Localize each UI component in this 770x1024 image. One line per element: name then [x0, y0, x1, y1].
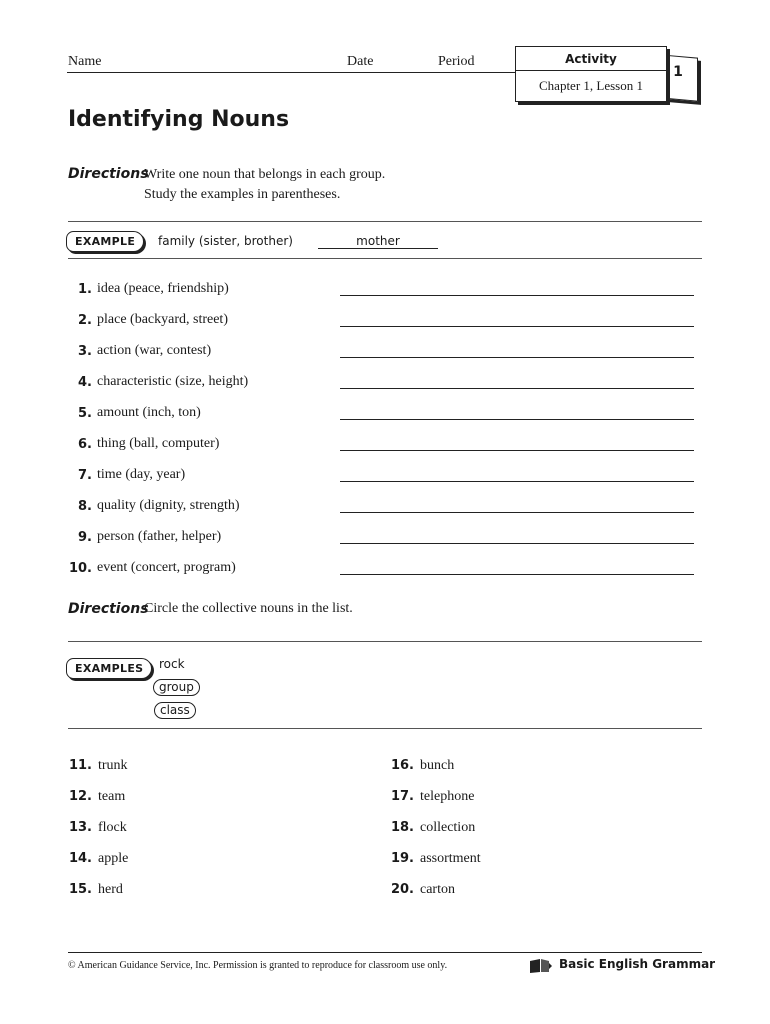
word-text: assortment	[420, 851, 481, 866]
word-text: flock	[98, 820, 127, 835]
question-row	[68, 498, 696, 518]
question-text: idea (peace, friendship)	[97, 281, 229, 296]
directions-label-2: Directions	[68, 601, 149, 617]
answer-blank[interactable]	[340, 388, 694, 389]
examples-badge: EXAMPLES	[66, 658, 152, 679]
question-number: 2.	[78, 313, 92, 328]
word-item[interactable]	[388, 882, 455, 898]
word-item[interactable]	[66, 882, 123, 898]
question-row	[68, 281, 696, 301]
word-text: herd	[98, 882, 123, 897]
word-text: bunch	[420, 758, 455, 773]
word-item[interactable]	[388, 851, 481, 867]
header-rule	[67, 72, 517, 73]
activity-box	[515, 46, 667, 102]
name-label: Name	[68, 54, 102, 69]
activity-box-divider	[516, 70, 666, 71]
question-number: 1.	[78, 282, 92, 297]
page-title: Identifying Nouns	[68, 107, 290, 132]
date-label: Date	[347, 54, 374, 69]
answer-blank[interactable]	[340, 357, 694, 358]
question-text: characteristic (size, height)	[97, 374, 249, 389]
example-prompt: family (sister, brother)	[158, 234, 293, 248]
word-number: 12.	[68, 789, 92, 804]
divider	[68, 258, 702, 259]
question-number: 7.	[78, 468, 92, 483]
divider	[68, 728, 702, 729]
question-number: 6.	[78, 437, 92, 452]
example-answer: mother	[318, 234, 438, 249]
word-text: telephone	[420, 789, 475, 804]
answer-blank[interactable]	[340, 543, 694, 544]
copyright-notice: © American Guidance Service, Inc. Permission is granted to reproduce for classroom use only.	[68, 960, 448, 971]
word-item[interactable]	[388, 758, 454, 774]
word-text: carton	[420, 882, 455, 897]
question-row	[68, 405, 696, 425]
brand-name: Basic English Grammar	[559, 957, 716, 971]
question-number: 8.	[78, 499, 92, 514]
question-row	[68, 467, 696, 487]
book-icon	[529, 958, 553, 974]
question-number: 10.	[68, 561, 92, 576]
question-row	[68, 436, 696, 456]
answer-blank[interactable]	[340, 512, 694, 513]
chapter-lesson: Chapter 1, Lesson 1	[539, 78, 643, 93]
word-item[interactable]	[66, 758, 128, 774]
question-row	[68, 529, 696, 549]
word-number: 16.	[390, 758, 414, 773]
question-number: 9.	[78, 530, 92, 545]
word-number: 14.	[68, 851, 92, 866]
word-number: 15.	[68, 882, 92, 897]
question-number: 5.	[78, 406, 92, 421]
word-text: trunk	[98, 758, 128, 773]
question-text: time (day, year)	[97, 467, 186, 482]
word-item[interactable]	[66, 820, 127, 836]
example-word-rock: rock	[159, 657, 185, 671]
word-number: 11.	[68, 758, 92, 773]
word-number: 17.	[390, 789, 414, 804]
example-badge: EXAMPLE	[66, 231, 144, 252]
example-word-group-circled: group	[153, 679, 200, 696]
word-item[interactable]	[388, 820, 475, 836]
divider	[68, 641, 702, 642]
answer-blank[interactable]	[340, 574, 694, 575]
activity-label: Activity	[565, 52, 617, 66]
answer-blank[interactable]	[340, 326, 694, 327]
question-text: amount (inch, ton)	[97, 405, 201, 420]
word-number: 20.	[390, 882, 414, 897]
directions-text-2: Circle the collective nouns in the list.	[144, 601, 353, 616]
directions-text-1b: Study the examples in parentheses.	[144, 187, 341, 202]
word-number: 19.	[390, 851, 414, 866]
question-text: person (father, helper)	[97, 529, 222, 544]
question-number: 3.	[78, 344, 92, 359]
question-row	[68, 374, 696, 394]
question-row	[68, 343, 696, 363]
footer-rule	[68, 952, 702, 953]
question-text: action (war, contest)	[97, 343, 212, 358]
answer-blank[interactable]	[340, 450, 694, 451]
directions-text-1a: Write one noun that belongs in each group.	[144, 167, 386, 182]
question-row	[68, 312, 696, 332]
word-text: team	[98, 789, 126, 804]
answer-blank[interactable]	[340, 295, 694, 296]
question-text: thing (ball, computer)	[97, 436, 220, 451]
activity-number: 1	[673, 64, 683, 80]
example-word-class-circled: class	[154, 702, 196, 719]
question-number: 4.	[78, 375, 92, 390]
word-text: collection	[420, 820, 476, 835]
question-row	[68, 560, 696, 580]
directions-label-1: Directions	[68, 166, 149, 182]
word-number: 18.	[390, 820, 414, 835]
question-text: event (concert, program)	[97, 560, 236, 575]
period-label: Period	[438, 54, 475, 69]
answer-blank[interactable]	[340, 481, 694, 482]
word-text: apple	[98, 851, 129, 866]
question-text: place (backyard, street)	[97, 312, 228, 327]
word-item[interactable]	[66, 789, 125, 805]
word-number: 13.	[68, 820, 92, 835]
answer-blank[interactable]	[340, 419, 694, 420]
divider	[68, 221, 702, 222]
word-item[interactable]	[388, 789, 474, 805]
word-item[interactable]	[66, 851, 128, 867]
question-text: quality (dignity, strength)	[97, 498, 240, 513]
